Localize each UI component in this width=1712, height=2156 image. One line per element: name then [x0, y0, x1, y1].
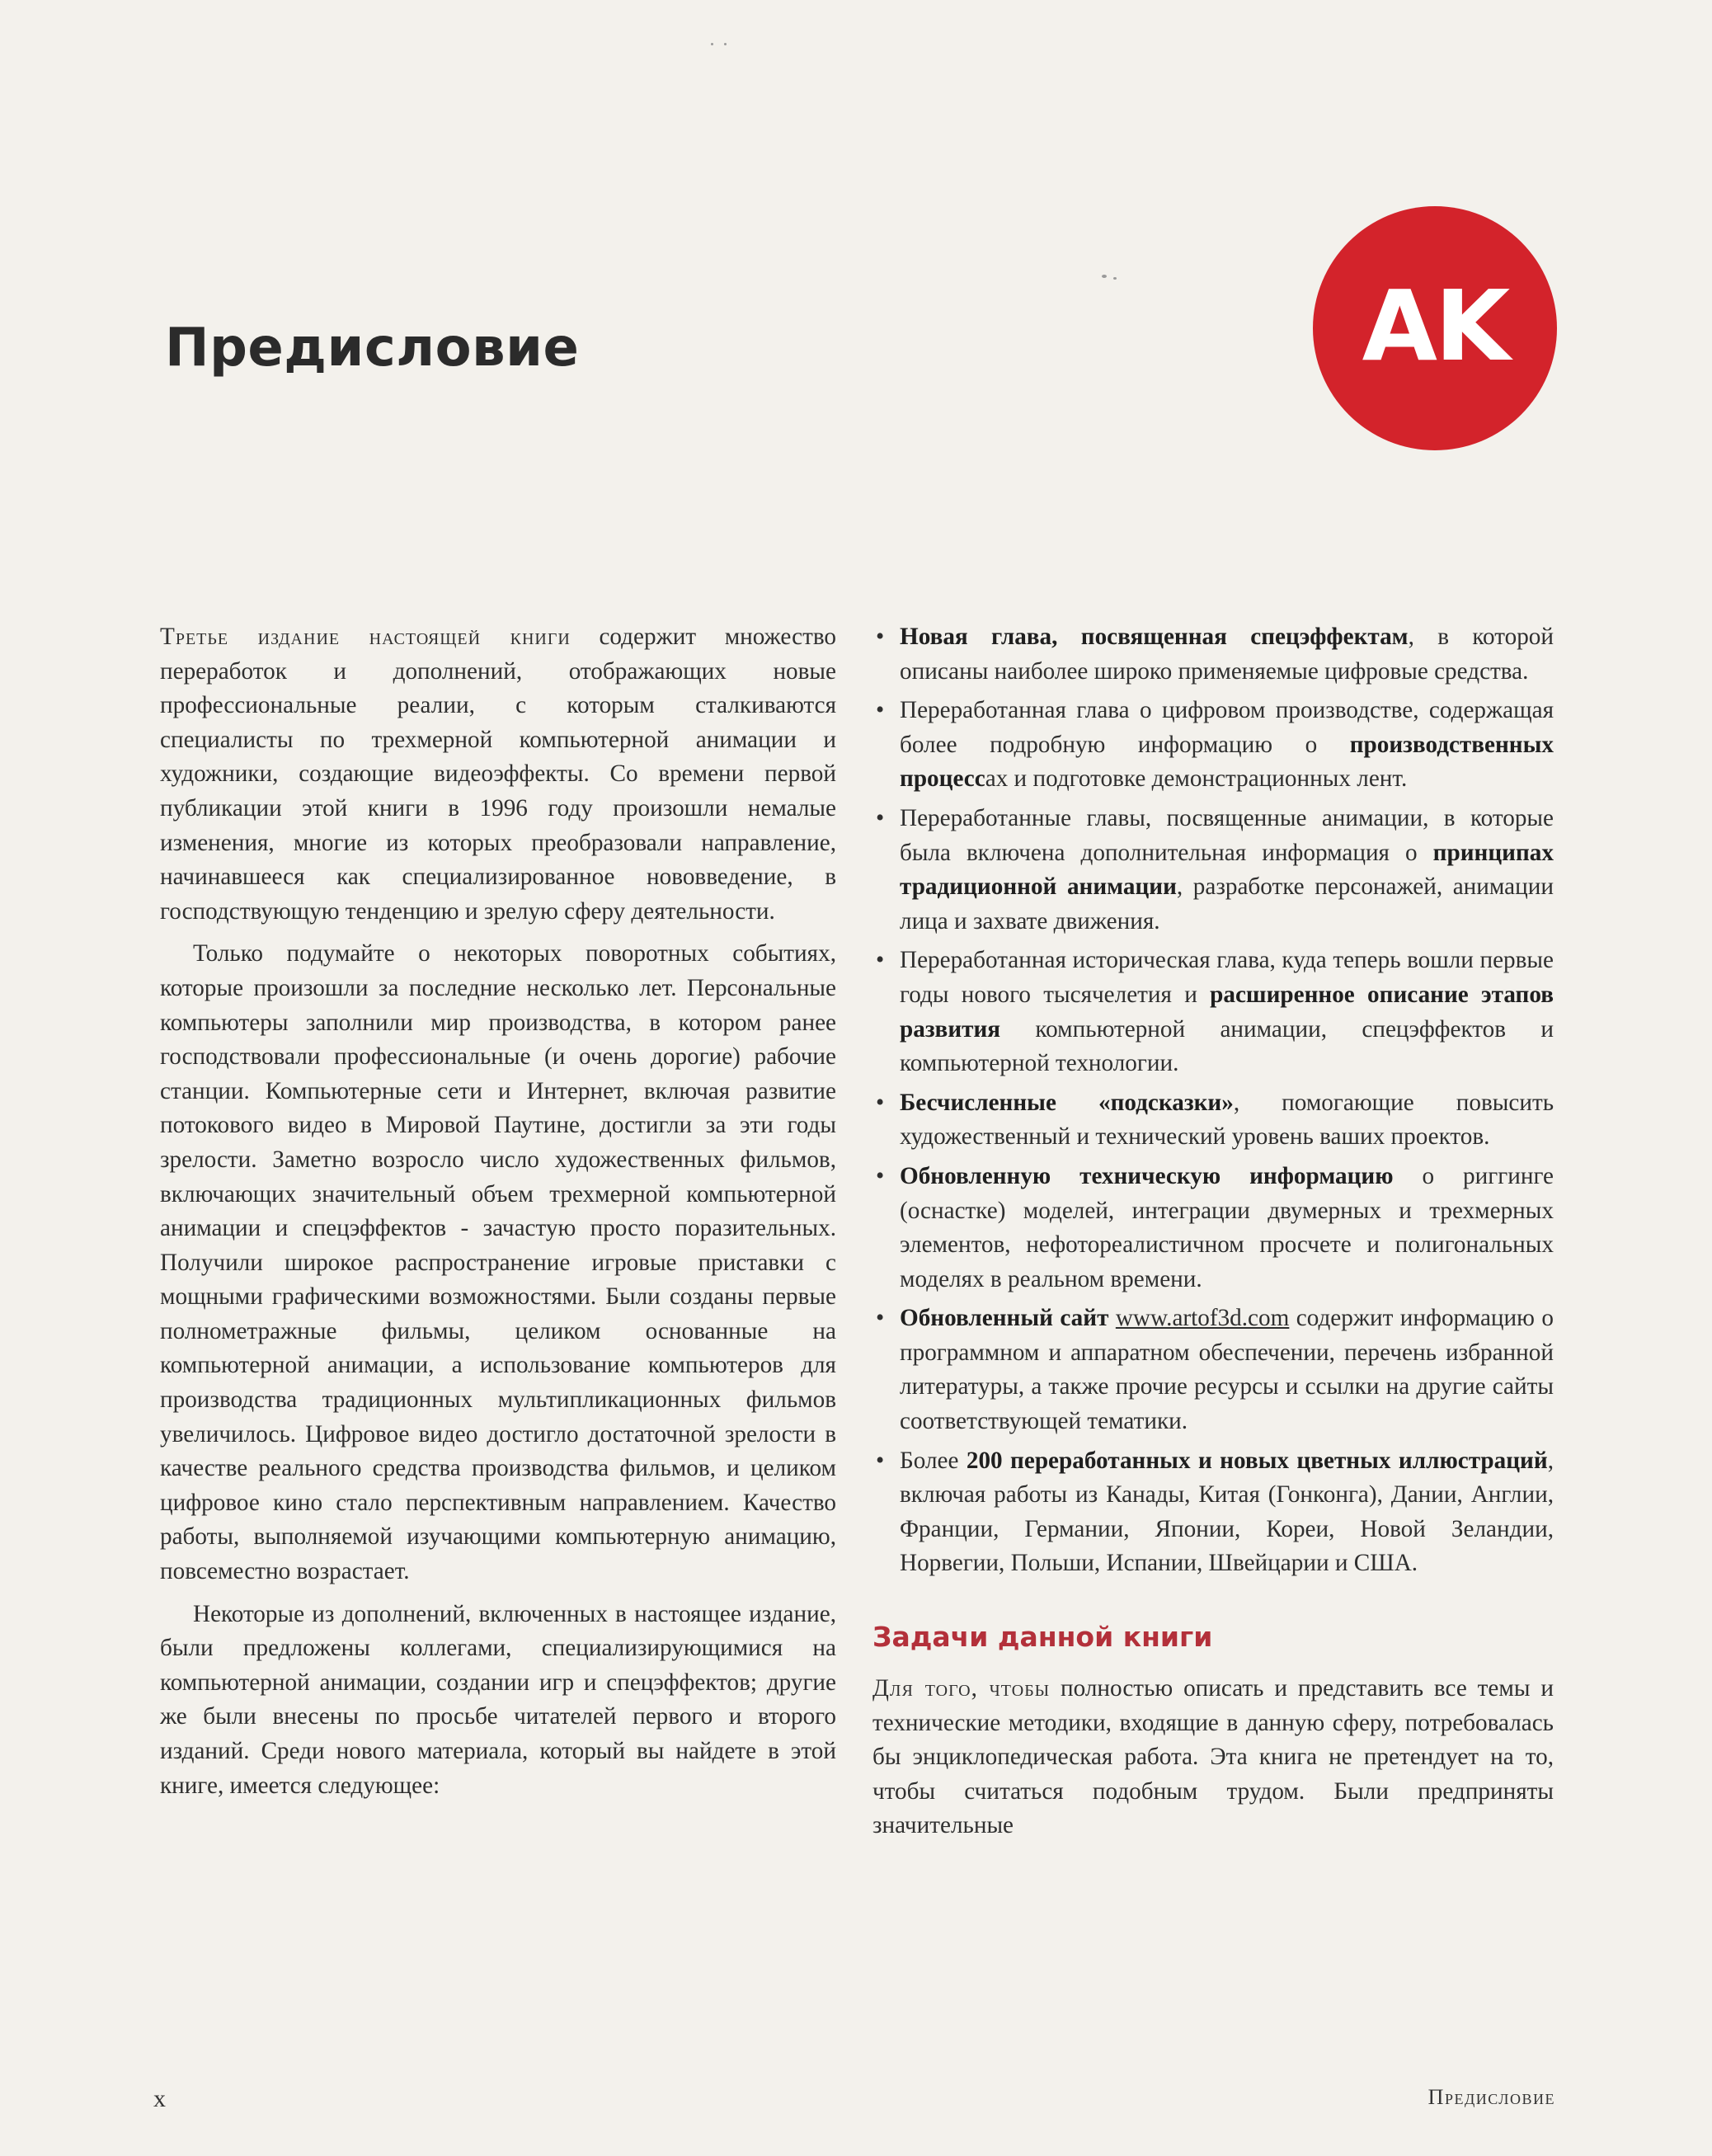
list-item: • Бесчисленные «подсказки», помогающие повысить художественный и технический уровень ваших проектов.	[872, 1086, 1554, 1155]
new-material-list	[872, 620, 1554, 1581]
list-item: • Обновленный сайт www.artof3d.com содержит информацию о программном и аппаратном обеспечении, перечень избранной литературы, а также прочие ресурсы и ссылки на другие сайты соответствующей тематики.	[872, 1302, 1554, 1438]
website-link[interactable]: www.artof3d.com	[1115, 1305, 1290, 1332]
section-lead-in: Для того, чтобы	[872, 1675, 1051, 1702]
badge-text: AK	[1362, 269, 1508, 383]
page-title: Предисловие	[165, 318, 580, 379]
scan-speck	[1113, 277, 1117, 280]
intro-text: содержит множество переработок и дополнений, отображающих новые профессиональные реалии, с которым сталкиваются специалисты по трехмерной компьютерной анимации и художники, создающие видеоэффекты. Со времени первой публикации этой книги в 1996 году произошли немалые изменения, многие из которых преобразовали направление, начинавшееся как специализированное нововведение, в господствующую тенденцию и зрелую сферу деятельности.	[160, 624, 836, 925]
list-item: • Более 200 переработанных и новых цветных иллюстраций, включая работы из Канады, Китая (Гонконга), Дании, Англии, Франции, Германии, Японии, Кореи, Новой Зеландии, Норвегии, Польши, Испании, Швейцарии и США.	[872, 1444, 1554, 1581]
author-logo-badge	[1313, 206, 1557, 450]
scan-speck	[1102, 275, 1107, 278]
list-item: • Переработанная глава о цифровом производстве, содержащая более подробную информацию о производственных процессах и подготовке демонстрационных лент.	[872, 694, 1554, 797]
list-item: • Новая глава, посвященная спецэффектам, в которой описаны наиболее широко применяемые цифровые средства.	[872, 620, 1554, 689]
list-item: • Переработанные главы, посвященные анимации, в которые была включена дополнительная информация о принципах традиционной анимации, разработке персонажей, анимации лица и захвате движения.	[872, 802, 1554, 939]
left-column	[160, 620, 836, 1803]
body-paragraph-3: Некоторые из дополнений, включенных в настоящее издание, были предложены коллегами, специализирующимися на компьютерной анимации, создании игр и спецэффектов; другие же были внесены по просьбе читателей первого и второго изданий. Среди нового материала, который вы найдете в этой книге, имеется следующее:	[160, 1600, 836, 1799]
list-item: • Переработанная историческая глава, куда теперь вошли первые годы нового тысячелетия и расширенное описание этапов развития компьютерной анимации, спецэффектов и компьютерной технологии.	[872, 944, 1554, 1080]
running-title: Предисловие	[1427, 2085, 1555, 2109]
intro-lead-in: Третье издание настоящей книги	[160, 624, 571, 650]
page-number: x	[153, 2085, 166, 2112]
section-heading: Задачи данной книги	[872, 1621, 1213, 1654]
section-text: полностью описать и представить все темы и технические методики, входящие в данную сферу, потребовалась бы энциклопедическая работа. Эта книга не претендует на то, чтобы считаться подобным трудом. Были предприняты значительные	[872, 1675, 1554, 1839]
section-paragraph	[872, 1672, 1554, 1843]
body-paragraph-2: Только подумайте о некоторых поворотных событиях, которые произошли за последние несколько лет. Персональные компьютеры заполнили мир производства, в котором ранее господствовали профессиональные (и очень дорогие) рабочие станции. Компьютерные сети и Интернет, включая развитие потокового видео в Мировой Паутине, достигли за эти годы зрелости. Заметно возросло число художественных фильмов, включающих значительный объем трехмерной компьютерной анимации и спецэффектов - зачастую просто поразительных. Получили широкое распространение игровые приставки с мощными графическими возможностями. Были созданы первые полнометражные фильмы, целиком основанные на компьютерной анимации, а использование компьютеров для производства традиционных мультипликационных фильмов увеличилось. Цифровое видео достигло достаточной зрелости в качестве реального средства производства фильмов, и целиком цифровое кино стало перспективным направлением. Качество работы, выполняемой изучающими компьютерную анимацию, повсеместно возрастает.	[160, 940, 836, 1585]
right-column	[872, 620, 1554, 1843]
scan-speck	[711, 43, 713, 45]
intro-paragraph	[160, 620, 836, 929]
scan-speck	[724, 43, 727, 45]
list-item: • Обновленную техническую информацию о риггинге (оснастке) моделей, интеграции двумерных и трехмерных элементов, нефотореалистичном просчете и полигональных моделях в реальном времени.	[872, 1160, 1554, 1297]
